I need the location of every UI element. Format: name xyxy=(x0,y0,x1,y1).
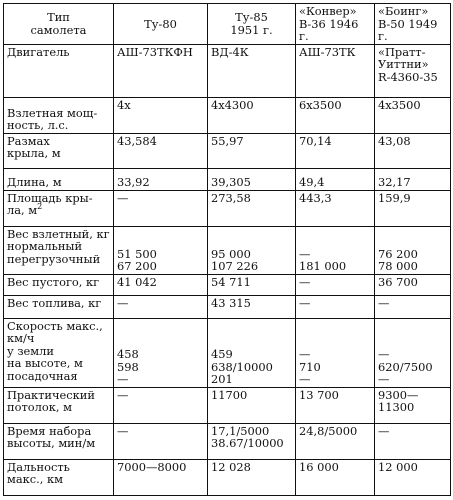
cell-tu-80: — xyxy=(114,387,208,423)
header-aircraft-type: Тип самолета xyxy=(4,4,114,45)
cell-tu-80: АШ-73ТКФН xyxy=(114,44,208,97)
cell-tu-80: — xyxy=(114,190,208,226)
cell-convair-b36: 6х3500 xyxy=(296,97,375,133)
cell-tu-80: 43,584 xyxy=(114,133,208,168)
cell-tu-85: 273,58 xyxy=(208,190,296,226)
cell-tu-80: 51 500 67 200 xyxy=(114,226,208,274)
header-boeing-b50: «Боинг» В-50 1949 г. xyxy=(375,4,451,45)
row-label-superscript: 2 xyxy=(37,202,43,212)
cell-boeing-b50: 159,9 xyxy=(375,190,451,226)
row-label: Время набора высоты, мин/м xyxy=(4,423,114,459)
table-row xyxy=(4,318,451,387)
cell-convair-b36: 443,3 xyxy=(296,190,375,226)
table-row xyxy=(4,423,451,459)
cell-tu-80: 4х xyxy=(114,97,208,133)
row-label: Размах крыла, м xyxy=(4,133,114,168)
row-label-text: Площадь кры- ла, м xyxy=(7,190,93,217)
cell-tu-80: 7000—8000 xyxy=(114,459,208,495)
row-label: Двигатель xyxy=(4,44,114,97)
row-label: Вес топлива, кг xyxy=(4,295,114,318)
table-row xyxy=(4,226,451,274)
cell-tu-85: 55,97 xyxy=(208,133,296,168)
cell-tu-80: — xyxy=(114,295,208,318)
cell-tu-80: 41 042 xyxy=(114,274,208,295)
row-label: Скорость макс., км/ч у земли на высоте, м посадочная xyxy=(4,318,114,387)
row-label: Практический потолок, м xyxy=(4,387,114,423)
header-tu-85: Ту-85 1951 г. xyxy=(208,4,296,45)
cell-boeing-b50: 36 700 xyxy=(375,274,451,295)
header-row xyxy=(4,4,451,45)
row-label: Взлетная мощ- ность, л.с. xyxy=(4,97,114,133)
row-label: Вес пустого, кг xyxy=(4,274,114,295)
cell-tu-85: 39,305 xyxy=(208,168,296,190)
cell-convair-b36: 70,14 xyxy=(296,133,375,168)
table-row xyxy=(4,133,451,168)
cell-convair-b36: 16 000 xyxy=(296,459,375,495)
cell-tu-80: — xyxy=(114,423,208,459)
row-label xyxy=(4,190,114,226)
cell-boeing-b50: «Пратт- Уиттни» R-4360-35 xyxy=(375,44,451,97)
cell-tu-85: 54 711 xyxy=(208,274,296,295)
header-tu-80: Ту-80 xyxy=(114,4,208,45)
cell-convair-b36: — 181 000 xyxy=(296,226,375,274)
table-row xyxy=(4,168,451,190)
cell-tu-85: 11700 xyxy=(208,387,296,423)
table-row xyxy=(4,190,451,226)
cell-tu-85: 459 638/10000 201 xyxy=(208,318,296,387)
cell-tu-85: 4х4300 xyxy=(208,97,296,133)
cell-tu-85: 43 315 xyxy=(208,295,296,318)
table-row xyxy=(4,274,451,295)
cell-convair-b36: — xyxy=(296,274,375,295)
aircraft-comparison-table xyxy=(3,3,451,496)
table-row xyxy=(4,295,451,318)
cell-tu-85: 95 000 107 226 xyxy=(208,226,296,274)
cell-convair-b36: АШ-73ТК xyxy=(296,44,375,97)
aircraft-comparison-page xyxy=(3,3,451,496)
row-label: Длина, м xyxy=(4,168,114,190)
header-convair-b36: «Конвер» В-36 1946 г. xyxy=(296,4,375,45)
cell-boeing-b50: 43,08 xyxy=(375,133,451,168)
table-row xyxy=(4,387,451,423)
cell-tu-80: 33,92 xyxy=(114,168,208,190)
cell-convair-b36: 24,8/5000 xyxy=(296,423,375,459)
cell-boeing-b50: 12 000 xyxy=(375,459,451,495)
cell-tu-85: ВД-4К xyxy=(208,44,296,97)
table-row xyxy=(4,97,451,133)
cell-tu-85: 12 028 xyxy=(208,459,296,495)
cell-tu-85: 17,1/5000 38.67/10000 xyxy=(208,423,296,459)
table-row xyxy=(4,44,451,97)
cell-convair-b36: — xyxy=(296,295,375,318)
table-row xyxy=(4,459,451,495)
cell-boeing-b50: 32,17 xyxy=(375,168,451,190)
cell-boeing-b50: — xyxy=(375,423,451,459)
cell-convair-b36: — 710 — xyxy=(296,318,375,387)
cell-boeing-b50: 9300— 11300 xyxy=(375,387,451,423)
cell-convair-b36: 49,4 xyxy=(296,168,375,190)
cell-boeing-b50: 76 200 78 000 xyxy=(375,226,451,274)
cell-boeing-b50: — 620/7500 — xyxy=(375,318,451,387)
cell-boeing-b50: — xyxy=(375,295,451,318)
cell-boeing-b50: 4х3500 xyxy=(375,97,451,133)
row-label: Дальность макс., км xyxy=(4,459,114,495)
cell-tu-80: 458 598 — xyxy=(114,318,208,387)
row-label: Вес взлетный, кг нормальный перегрузочный xyxy=(4,226,114,274)
cell-convair-b36: 13 700 xyxy=(296,387,375,423)
